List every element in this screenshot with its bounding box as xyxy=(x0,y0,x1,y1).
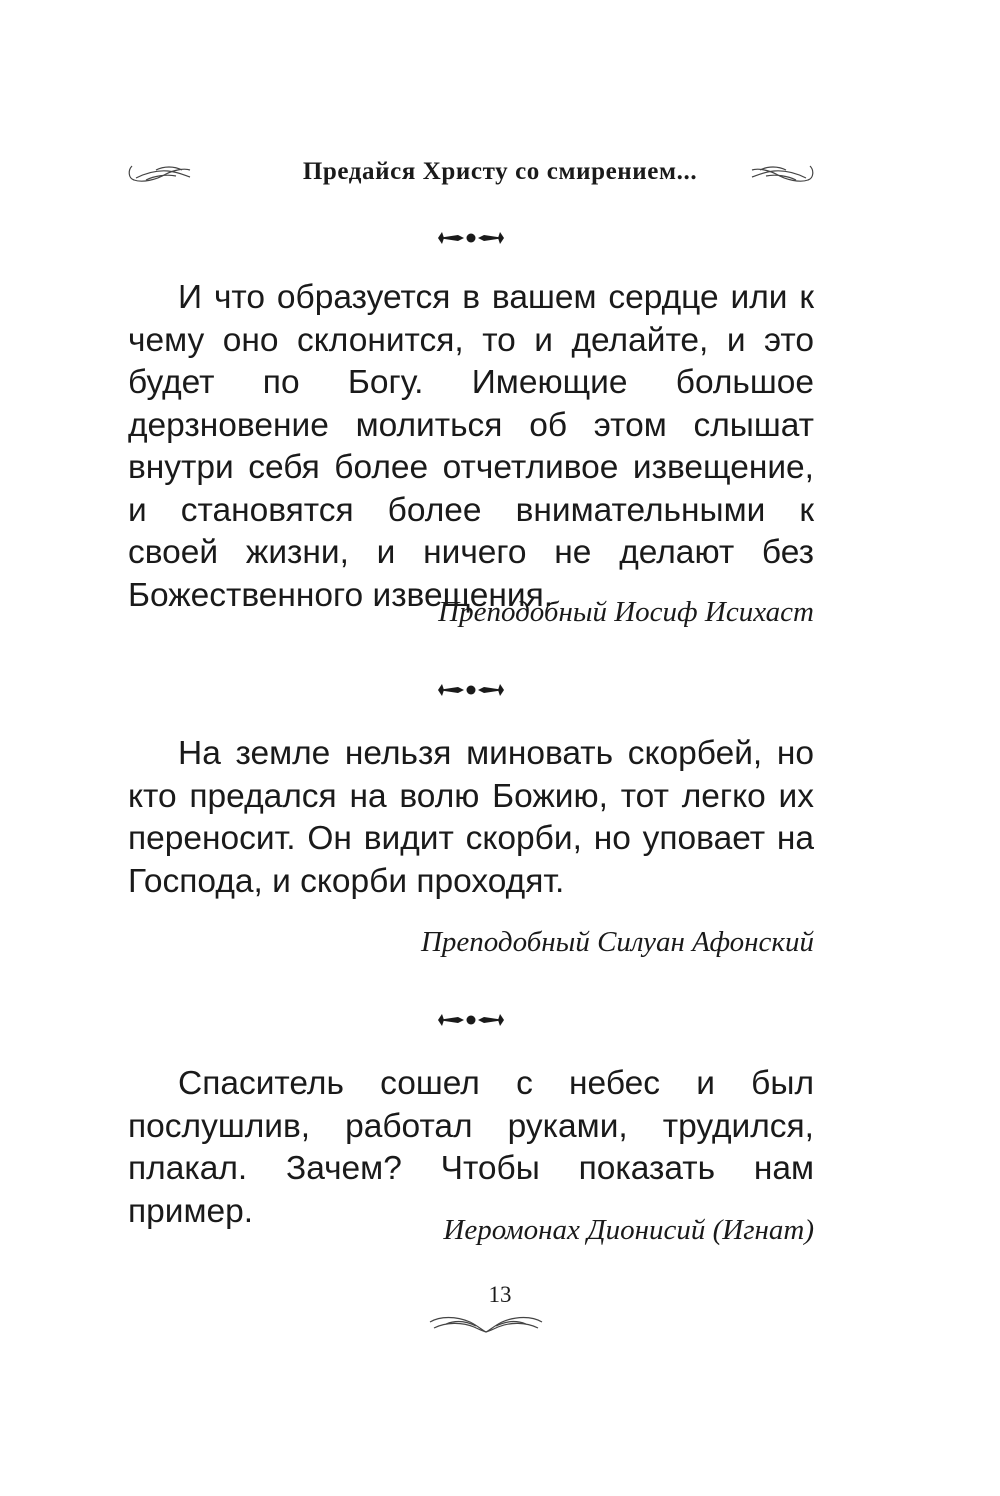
page-number: 13 xyxy=(488,1282,512,1307)
quote-text: И что образуется в вашем сердце или к чему оно склонится, то и делайте, и это будет по Богу. Имеющие большое дерзновение молиться об этом слышат внутри себя более отчетливое извещение, и становятся более внимательными к своей жизни, и ничего не делают без Божественного извещения. xyxy=(128,279,814,614)
quote-author: Преподобный Силуан Афонский xyxy=(420,926,814,958)
right-flourish-ornament-icon xyxy=(748,162,816,186)
header-title: Предайся Христу со смирением... xyxy=(302,158,698,185)
section-divider-ornament-icon xyxy=(436,228,506,248)
section-divider-ornament-icon xyxy=(436,680,506,700)
running-header xyxy=(0,152,1000,196)
section-divider-ornament-icon xyxy=(436,1010,506,1030)
bottom-flourish-ornament-icon xyxy=(426,1312,546,1338)
quote-text: Спаситель сошел с небес и был послушлив, работал руками, трудился, плакал. Зачем? Чтобы показать нам пример. xyxy=(128,1065,814,1230)
quote-text: На земле нельзя миновать скорбей, но кто предался на волю Божию, тот легко их переносит. Он видит скорби, но уповает на Господа, и скорби проходят. xyxy=(128,735,814,900)
quote-author: Иеромонах Дионисий (Игнат) xyxy=(443,1214,814,1246)
quote-author: Преподобный Иосиф Исихаст xyxy=(438,596,814,628)
left-flourish-ornament-icon xyxy=(126,162,194,186)
